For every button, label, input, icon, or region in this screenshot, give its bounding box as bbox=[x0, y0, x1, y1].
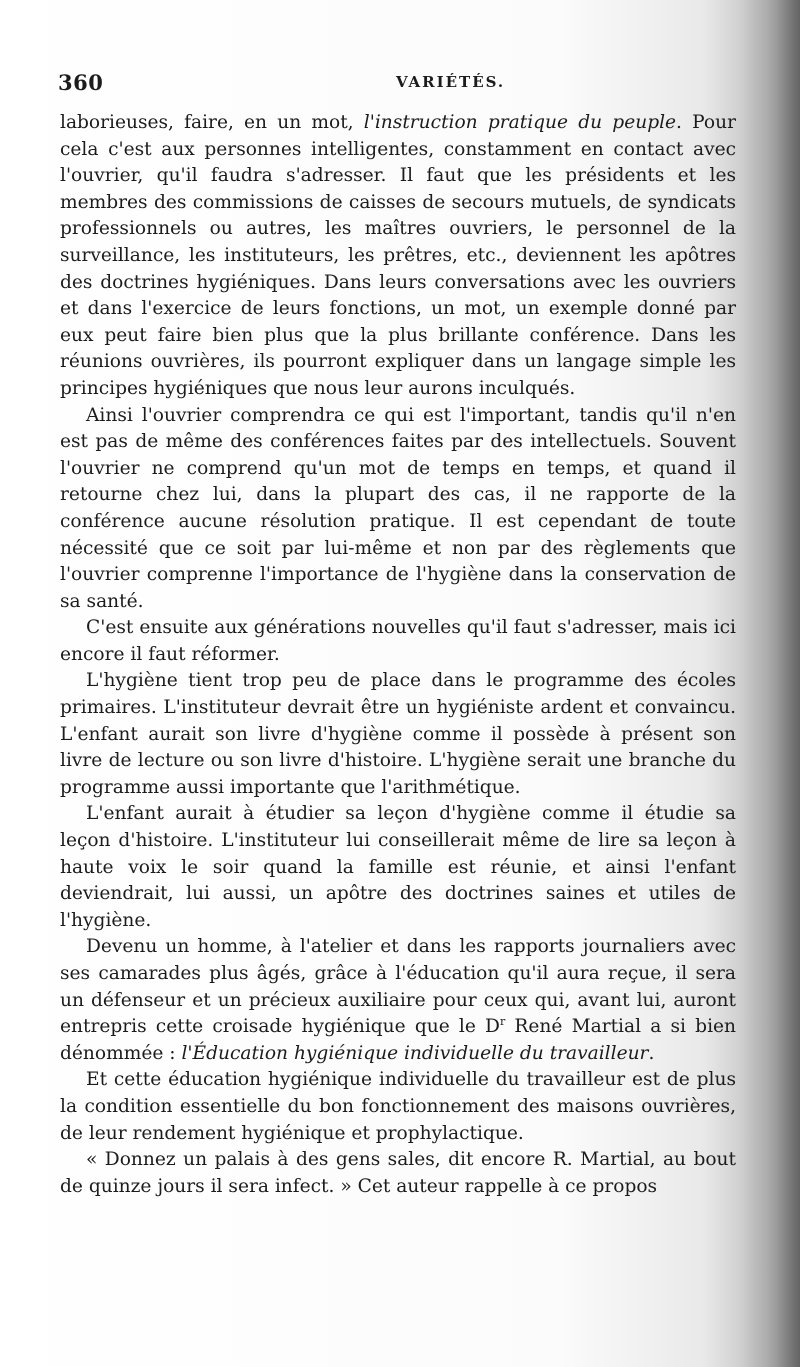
running-head: VARIÉTÉS. bbox=[396, 73, 506, 91]
text-run: Ainsi l'ouvrier comprendra ce qui est l'important, tandis qu'il n'en est pas de même des conférences faites par des intellectuels. Souvent l'ouvrier ne comprend qu'un mot de temps en temps, et quand il retourne chez lui, dans la plupart des cas, il ne rapporte de la conférence aucune résolution pratique. Il est cependant de toute nécessité que ce soit par lui-même et non par des règlements que l'ouvrier comprenne l'importance de l'hygiène dans la conservation de sa santé. bbox=[60, 404, 736, 612]
text-run: Devenu un homme, à l'atelier et dans les rapports journaliers avec ses camarades plus âgés, grâce à l'éducation qu'il aura reçue, il sera un défenseur et un précieux auxiliaire pour ceux qui, avant lui, auront entrepris cette croisade hygiénique que le D bbox=[60, 936, 736, 1038]
text-run: L'hygiène tient trop peu de place dans le programme des écoles primaires. L'instituteur devrait être un hygiéniste ardent et convaincu. L'enfant aurait son livre d'hygiène comme il possède à présent son livre de lecture ou son livre d'histoire. L'hygiène serait une branche du programme aussi importante que l'arithmétique. bbox=[60, 670, 736, 798]
paragraph bbox=[60, 403, 736, 616]
text-run: laborieuses, faire, en un mot, bbox=[60, 112, 364, 133]
superscript: r bbox=[499, 1015, 506, 1028]
body-text bbox=[60, 110, 736, 1200]
text-run: L'enfant aurait à étudier sa leçon d'hygiène comme il étudie sa leçon d'histoire. L'instituteur lui conseillerait même de lire sa leçon à haute voix le soir quand la famille est réunie, et ainsi l'enfant deviendrait, lui aussi, un apôtre des doctrines saines et utiles de l'hygiène. bbox=[60, 803, 736, 931]
text-run: . bbox=[648, 1042, 655, 1064]
paragraph bbox=[60, 1067, 736, 1147]
page-number: 360 bbox=[58, 70, 104, 95]
text-run: C'est ensuite aux générations nouvelles qu'il faut s'adresser, mais ici encore il faut réformer. bbox=[60, 617, 736, 665]
italic-text: l'Éducation hygiénique individuelle du travailleur bbox=[181, 1042, 649, 1064]
text-run: Et cette éducation hygiénique individuelle du travailleur est de plus la condition essentielle du bon fonctionnement des maisons ouvrières, de leur rendement hygiénique et prophylactique. bbox=[60, 1069, 736, 1144]
paragraph bbox=[60, 615, 736, 668]
page-header bbox=[58, 70, 738, 100]
paragraph bbox=[60, 110, 736, 403]
paragraph bbox=[60, 668, 736, 801]
paragraph bbox=[60, 1147, 736, 1200]
text-run: . Pour cela c'est aux personnes intelligentes, constamment en contact avec l'ouvrier, qu'il faudra s'adresser. Il faut que les présidents et les membres des commissions de caisses de secours mutuels, de syndicats professionnels ou autres, les maîtres ouvriers, le personnel de la surveillance, les instituteurs, les prêtres, etc., deviennent les apôtres des doctrines hygiéniques. Dans leurs conversations avec les ouvriers et dans l'exercice de leurs fonctions, un mot, un exemple donné par eux peut faire bien plus que la plus brillante conférence. Dans les réunions ouvrières, ils pourront expliquer dans un langage simple les principes hygiéniques que nous leur aurons inculqués. bbox=[60, 112, 736, 399]
text-run: « Donnez un palais à des gens sales, dit encore R. Martial, au bout de quinze jours il sera infect. » Cet auteur rappelle à ce propos bbox=[60, 1149, 736, 1197]
italic-text: l'instruction pratique du peuple bbox=[363, 112, 677, 133]
paragraph bbox=[60, 934, 736, 1067]
paragraph bbox=[60, 801, 736, 934]
text-run: René Martial a si bien dénommée : bbox=[60, 1016, 736, 1064]
